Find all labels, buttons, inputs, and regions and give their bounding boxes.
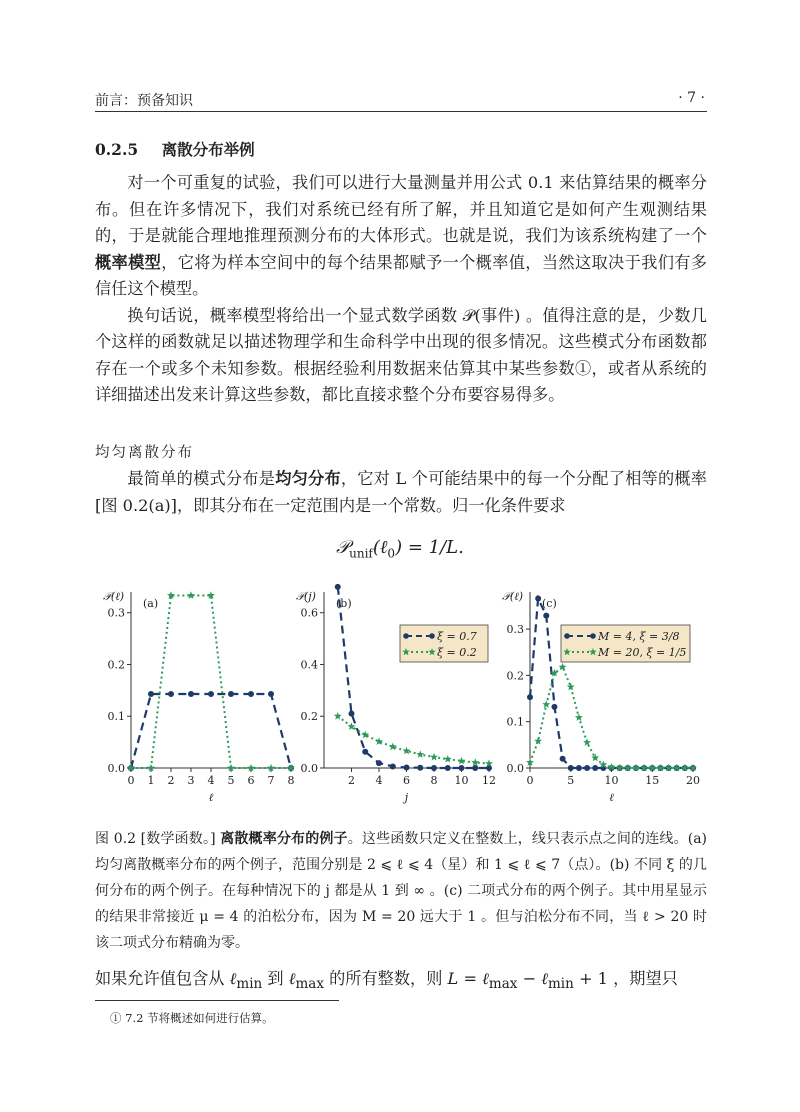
data-point [430, 753, 438, 761]
data-point [334, 712, 342, 720]
x-tick-label: 10 [604, 774, 619, 787]
caption-bold: 离散概率分布的例子 [220, 831, 348, 847]
x-tick-label: 2 [167, 774, 175, 787]
data-point [559, 663, 567, 671]
y-tick-label: 0.1 [107, 710, 125, 724]
x-tick-label: 2 [348, 774, 355, 787]
data-point [208, 691, 214, 697]
x-tick-label: 8 [430, 774, 438, 787]
x-axis-label: ℓ [609, 791, 614, 804]
data-point [527, 694, 533, 700]
series-line [338, 587, 489, 768]
data-point [543, 613, 549, 619]
y-tick-label: 0.1 [506, 715, 524, 729]
legend-marker [403, 633, 409, 639]
data-point [349, 711, 355, 717]
data-point [560, 756, 566, 762]
continuation-line: 如果允许值包含从 ℓ$_{min}$ 到 ℓ$_{max}$ 的所有整数，则 L = ℓ$_{max}$ − ℓ$_{min}$ + 1 ，期望只 [95, 969, 678, 993]
x-tick-label: 0 [127, 774, 135, 787]
series-line [131, 596, 291, 769]
x-axis-label: j [404, 791, 409, 804]
data-point [592, 765, 598, 771]
x-tick-label: 4 [207, 774, 215, 787]
x-axis-label: ℓ [208, 791, 214, 804]
running-header-left: 前言：预备知识 [95, 93, 193, 109]
data-point [551, 704, 557, 710]
x-tick-label: 5 [567, 774, 575, 787]
section-heading [95, 138, 255, 160]
x-tick-label: 5 [227, 774, 235, 787]
data-point [416, 750, 424, 758]
data-point [362, 749, 368, 755]
y-tick-label: 0.0 [506, 762, 524, 775]
uniform-paragraph [95, 466, 707, 519]
x-tick-label: 4 [375, 774, 383, 787]
legend-label: ξ = 0.7 [437, 630, 477, 643]
data-point [404, 764, 410, 770]
series-line [530, 667, 693, 768]
data-point [148, 691, 154, 697]
paragraph-3-text-a: 最简单的模式分布是 [127, 469, 276, 488]
data-point [390, 763, 396, 769]
section-number: 0.2.5 [95, 140, 139, 159]
x-tick-label: 6 [403, 774, 410, 787]
legend-marker [590, 633, 596, 639]
x-tick-label: 8 [287, 774, 295, 787]
data-point [583, 738, 591, 746]
data-point [268, 691, 274, 697]
data-point [389, 743, 397, 751]
data-point [228, 691, 234, 697]
page-number: · 7 · [678, 90, 705, 106]
data-point [568, 765, 574, 771]
caption-text: 。这些函数只定义在整数上，线只表示点之间的连线。(a) 均匀离散概率分布的两个例子，范围分别是 2 ⩽ ℓ ⩽ 4（星）和 1 ⩽ ℓ ⩽ 7（点）。(b) 不同 ξ 的几何分布的两个例子。在每种情况下的 j 都是从 1 到 ∞ 。(c) 二项式分布的两个例子。其中用星显示的结果非常接近 μ = 4 的泊松分布，因为 M = 20 远大于 1 。但与泊松分布不同，当 ℓ > 20 时该二项式分布精确为零。 [95, 831, 708, 951]
data-point [591, 754, 599, 762]
y-tick-label: 0.0 [300, 762, 318, 775]
data-point [188, 691, 194, 697]
data-point [471, 758, 479, 766]
paragraph-3-text-b: ，它对 L 个可能结果中的每一个分配了相等的概率 [图 0.2(a)]，即其分布在一定范围内是一个常数。归一化条件要求 [95, 469, 707, 515]
panel-label: (c) [542, 597, 557, 610]
chart-panel-a [103, 590, 295, 804]
paragraph-3 [95, 466, 707, 519]
data-point [542, 700, 550, 708]
x-tick-label: 7 [267, 774, 275, 787]
paragraph-1-text-b: ，它将为样本空间中的每个结果都赋予一个概率值，当然这取决于我们有多信任这个模型。 [95, 252, 707, 298]
y-tick-label: 0.2 [506, 669, 524, 683]
series-line [338, 716, 489, 763]
data-point [535, 595, 541, 601]
legend-label: ξ = 0.2 [437, 646, 477, 659]
series-line [530, 599, 693, 769]
y-tick-label: 0.0 [107, 762, 125, 775]
data-point [417, 765, 423, 771]
paragraph-1-text-a: 对一个可重复的试验，我们可以进行大量测量并用公式 0.1 来估算结果的概率分布。但在许多情况下，我们对系统已经有所了解，并且知道它是如何产生观测结果的，于是就能合理地推理预测分布的大体形式。也就是说，我们为该系统构建了一个 [95, 173, 707, 245]
data-point [375, 737, 383, 745]
footnote-rule [95, 1000, 339, 1001]
data-point [376, 760, 382, 766]
subsection-heading: 均匀离散分布 [95, 445, 194, 461]
y-tick-label: 0.4 [300, 658, 318, 672]
y-tick-label: 0.6 [300, 606, 318, 620]
intro-paragraphs [95, 170, 707, 409]
legend-label: M = 20, ξ = 1/5 [598, 646, 687, 659]
footnote: ① 7.2 节将概述如何进行估算。 [110, 1011, 274, 1025]
x-tick-label: 1 [147, 774, 155, 787]
y-tick-label: 0.3 [506, 623, 524, 637]
legend-marker [429, 633, 435, 639]
data-point [403, 747, 411, 755]
chart-panel-b [296, 584, 496, 804]
figure-caption [95, 826, 707, 956]
data-point [584, 765, 590, 771]
y-tick-label: 0.2 [300, 710, 318, 724]
x-tick-label: 3 [187, 774, 195, 787]
data-point [168, 691, 174, 697]
data-point [248, 691, 254, 697]
data-point [459, 765, 465, 771]
data-point [458, 757, 466, 765]
data-point [431, 765, 437, 771]
data-point [187, 591, 195, 599]
legend-label: M = 4, ξ = 3/8 [598, 630, 680, 643]
data-point [445, 765, 451, 771]
y-axis-label: 𝒫(ℓ) [502, 590, 524, 603]
x-tick-label: 15 [645, 774, 660, 787]
x-tick-label: 10 [454, 774, 469, 787]
header-rule [95, 111, 707, 112]
caption-lead: 图 0.2 [数学函数。] [95, 831, 221, 847]
y-axis-label: 𝒫(j) [296, 590, 316, 603]
data-point [335, 584, 341, 590]
term-probability-model: 概率模型 [95, 252, 162, 272]
x-tick-label: 20 [686, 774, 700, 787]
legend-marker [564, 633, 570, 639]
chart-panel-c [502, 590, 700, 804]
y-tick-label: 0.3 [107, 606, 125, 620]
panel-label: (b) [336, 597, 352, 610]
x-tick-label: 12 [482, 774, 496, 787]
x-tick-label: 0 [526, 774, 534, 787]
data-point [575, 713, 583, 721]
normalization-formula: 𝒫$_{unif}$(ℓ$_0$) = 1/L. [336, 537, 464, 561]
figure-0-2 [0, 580, 800, 810]
y-axis-label: 𝒫(ℓ) [103, 590, 125, 603]
series-line [131, 694, 291, 768]
data-point [444, 755, 452, 763]
y-tick-label: 0.2 [107, 658, 125, 672]
section-title: 离散分布举例 [161, 140, 255, 159]
term-uniform-distribution: 均匀分布 [275, 469, 341, 488]
data-point [576, 765, 582, 771]
panel-label: (a) [143, 597, 159, 610]
x-tick-label: 6 [247, 774, 255, 787]
data-point [472, 765, 478, 771]
paragraph-1 [95, 170, 707, 303]
paragraph-2: 换句话说，概率模型将给出一个显式数学函数 𝒫(事件) 。值得注意的是，少数几个这样的函数就足以描述物理学和生命科学中出现的很多情况。这些模式分布函数都存在一个或多个未知参数。根据经验利用数据来估算其中某些参数①，或者从系统的详细描述出发来计算这些参数，都比直接求整个分布要容易得多。 [95, 305, 707, 404]
